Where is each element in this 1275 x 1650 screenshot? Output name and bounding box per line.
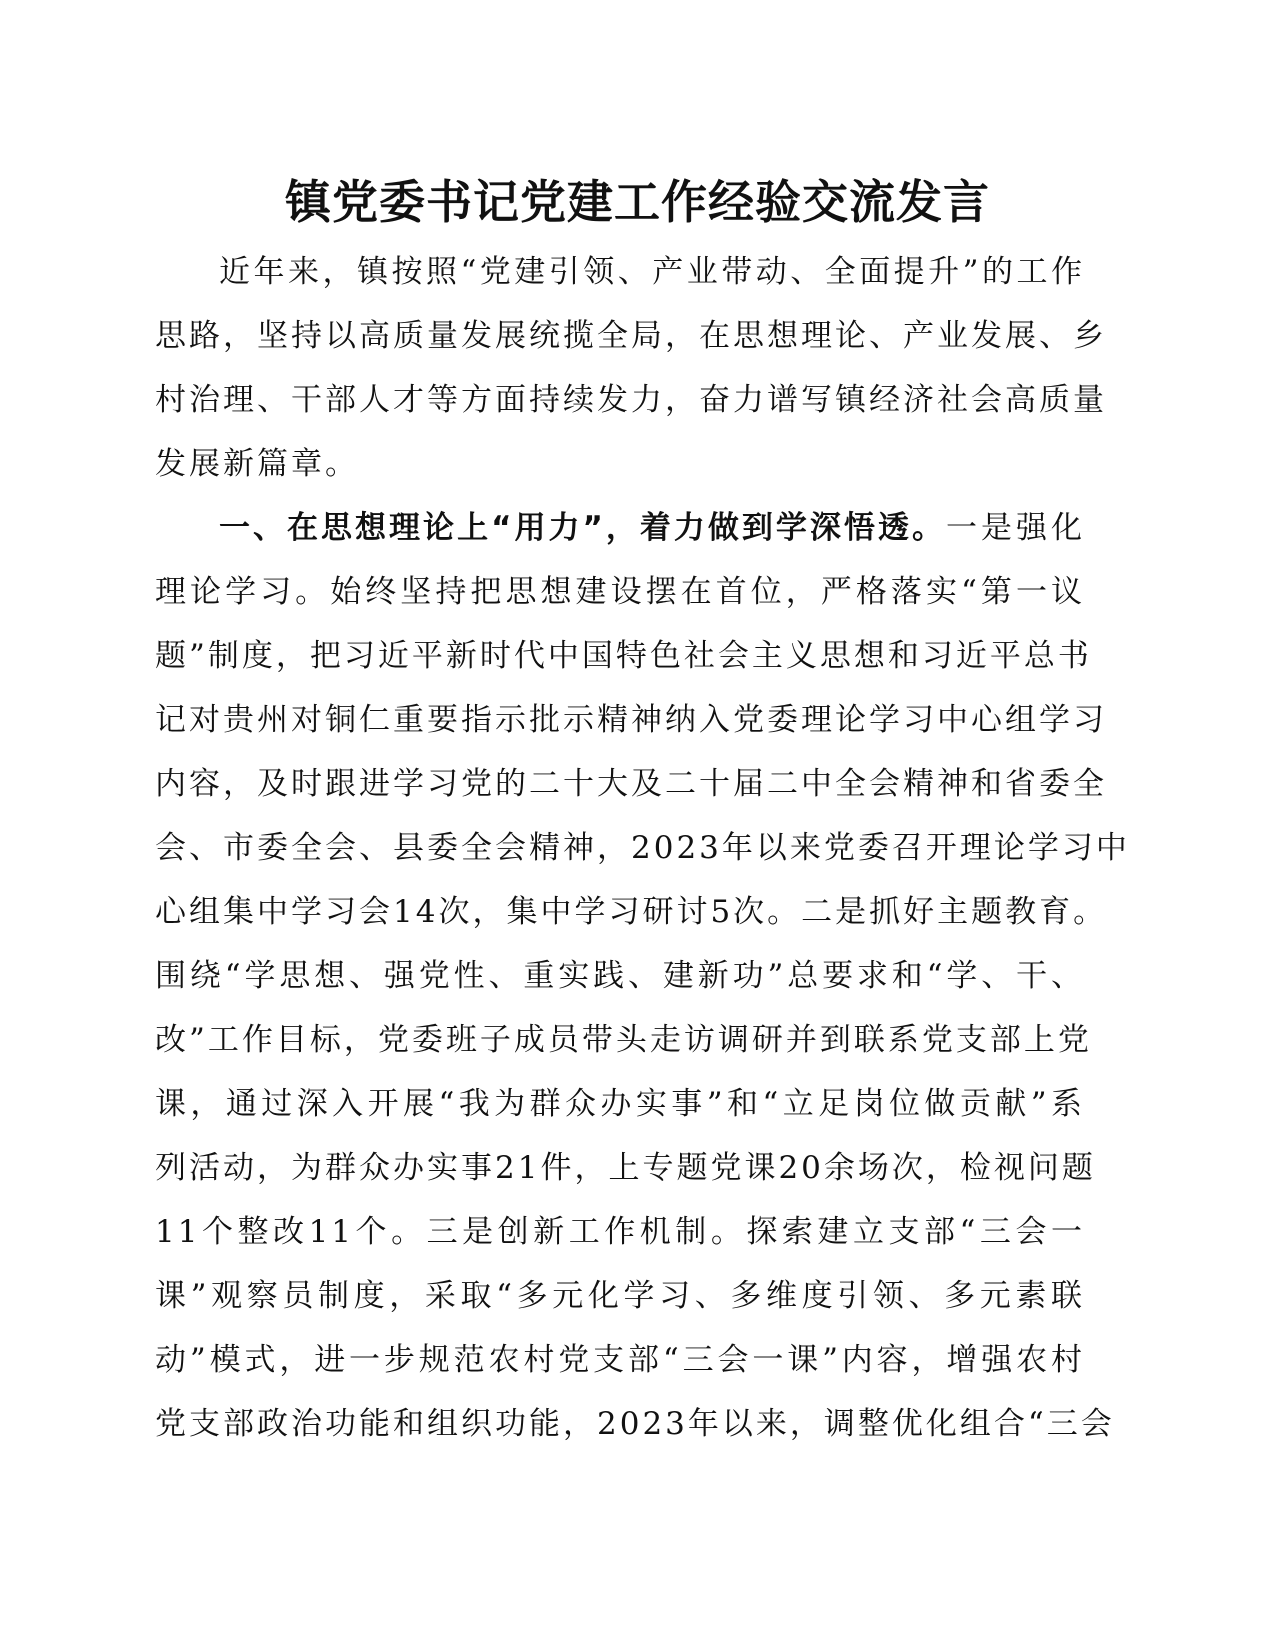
paragraph-line: 围绕“学思想、强党性、重实践、建新功”总要求和“学、干、 <box>155 958 1085 994</box>
paragraph-line: 思路，坚持以高质量发展统揽全局，在思想理论、产业发展、乡 <box>155 318 1107 354</box>
paragraph-line: 内容，及时跟进学习党的二十大及二十届二中全会精神和省委全 <box>155 766 1107 802</box>
paragraph-line: 村治理、干部人才等方面持续发力，奋力谱写镇经济社会高质量 <box>155 382 1107 418</box>
paragraph-line: 改”工作目标，党委班子成员带头走访调研并到联系党支部上党 <box>155 1022 1092 1058</box>
paragraph-line: 会、市委全会、县委全会精神，2023年以来党委召开理论学习中 <box>155 830 1130 866</box>
paragraph-line: 近年来，镇按照“党建引领、产业带动、全面提升”的工作 <box>219 254 1085 290</box>
paragraph-line: 列活动，为群众办实事21件，上专题党课20余场次，检视问题 <box>155 1150 1096 1186</box>
paragraph-line: 理论学习。始终坚持把思想建设摆在首位，严格落实“第一议 <box>155 574 1085 610</box>
paragraph-line: 发展新篇章。 <box>155 446 359 482</box>
section-heading-continuation: 一是强化 <box>945 510 1085 546</box>
paragraph-line: 题”制度，把习近平新时代中国特色社会主义思想和习近平总书 <box>155 638 1092 674</box>
paragraph-line: 记对贵州对铜仁重要指示批示精神纳入党委理论学习中心组学习 <box>155 702 1107 738</box>
section-heading: 一、在思想理论上“用力”，着力做到学深悟透。 <box>219 510 946 546</box>
paragraph-line: 党支部政治功能和组织功能，2023年以来，调整优化组合“三会 <box>155 1406 1115 1442</box>
section-heading-line <box>219 496 1085 560</box>
paragraph-line: 课，通过深入开展“我为群众办实事”和“立足岗位做贡献”系 <box>155 1086 1085 1122</box>
paragraph-line: 课”观察员制度，采取“多元化学习、多维度引领、多元素联 <box>155 1278 1085 1314</box>
paragraph-line: 心组集中学习会14次，集中学习研讨5次。二是抓好主题教育。 <box>155 894 1108 930</box>
paragraph-line: 动”模式，进一步规范农村党支部“三会一课”内容，增强农村 <box>155 1342 1085 1378</box>
document-title: 镇党委书记党建工作经验交流发言 <box>285 175 990 229</box>
paragraph-line: 11个整改11个。三是创新工作机制。探索建立支部“三会一 <box>155 1214 1085 1250</box>
